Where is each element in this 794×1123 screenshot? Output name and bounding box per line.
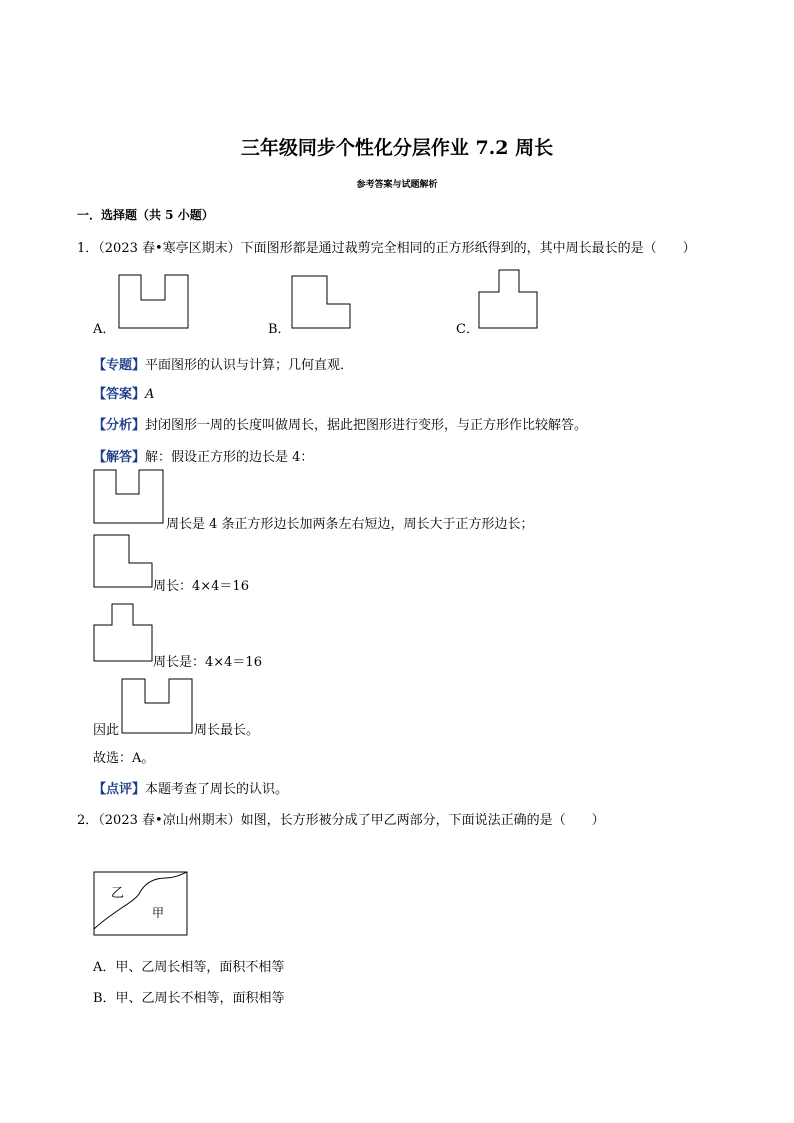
analysis-tag: 【分析】 [93, 418, 146, 433]
solution-shape-c [94, 604, 154, 662]
solution-line-c: 周长是：4×4＝16 [153, 655, 262, 670]
solution-shape-b [94, 535, 153, 588]
answer-text: A [145, 387, 155, 402]
therefore-shape [122, 679, 193, 734]
solution-text: 解：假设正方形的边长是 4： [145, 450, 314, 465]
comment-text: 本题考查了周长的认识。 [145, 782, 289, 797]
q1-comment [93, 778, 288, 797]
comment-tag: 【点评】 [93, 782, 146, 797]
section-heading: 一．选择题（共 5 小题） [77, 208, 214, 222]
label-yi: 乙 [111, 886, 125, 901]
q1-option-b-label: B． [268, 322, 291, 337]
question-2-stem: 2．（2023 春•凉山州期末）如图，长方形被分成了甲乙两部分，下面说法正确的是（ ） [77, 813, 605, 828]
page-subtitle: 参考答案与试题解析 [356, 180, 438, 190]
corner-cut-shape-b [292, 276, 351, 329]
solution-shape-a [94, 470, 164, 524]
topic-tag: 【专题】 [93, 358, 146, 373]
answer-tag: 【答案】 [93, 387, 146, 402]
label-jia: 甲 [152, 906, 165, 920]
q1-option-c-label: C． [456, 322, 479, 337]
solution-line-a: 周长是 4 条正方形边长加两条左右短边，周长大于正方形边长； [166, 517, 534, 532]
rectangle-figure [94, 872, 188, 936]
solution-tag: 【解答】 [93, 450, 146, 465]
topic-text: 平面图形的认识与计算；几何直观． [145, 358, 354, 373]
q1-choice: 故选：A。 [93, 751, 155, 766]
page-title: 三年级同步个性化分层作业 7.2 周长 [240, 137, 554, 159]
q1-answer [93, 383, 154, 402]
q1-analysis [93, 414, 587, 433]
question-1-stem: 1．（2023 春•寒亭区期末）下面图形都是通过裁剪完全相同的正方形纸得到的，其中周长最长的是（ ） [77, 241, 696, 256]
q1-option-a-label: A． [93, 322, 116, 337]
q2-option-b: B．甲、乙周长不相等，面积相等 [93, 991, 285, 1006]
therefore-prefix: 因此 [93, 723, 120, 738]
analysis-text: 封闭图形一周的长度叫做周长，据此把图形进行变形，与正方形作比较解答。 [145, 418, 588, 433]
q1-solution [93, 446, 313, 465]
q2-option-a: A．甲、乙周长相等，面积不相等 [93, 960, 285, 975]
t-shape-c [479, 270, 539, 330]
notched-shape-a [119, 275, 189, 329]
q1-topic [93, 354, 353, 373]
solution-line-b: 周长：4×4＝16 [153, 579, 249, 594]
therefore-suffix: 周长最长。 [194, 723, 260, 738]
